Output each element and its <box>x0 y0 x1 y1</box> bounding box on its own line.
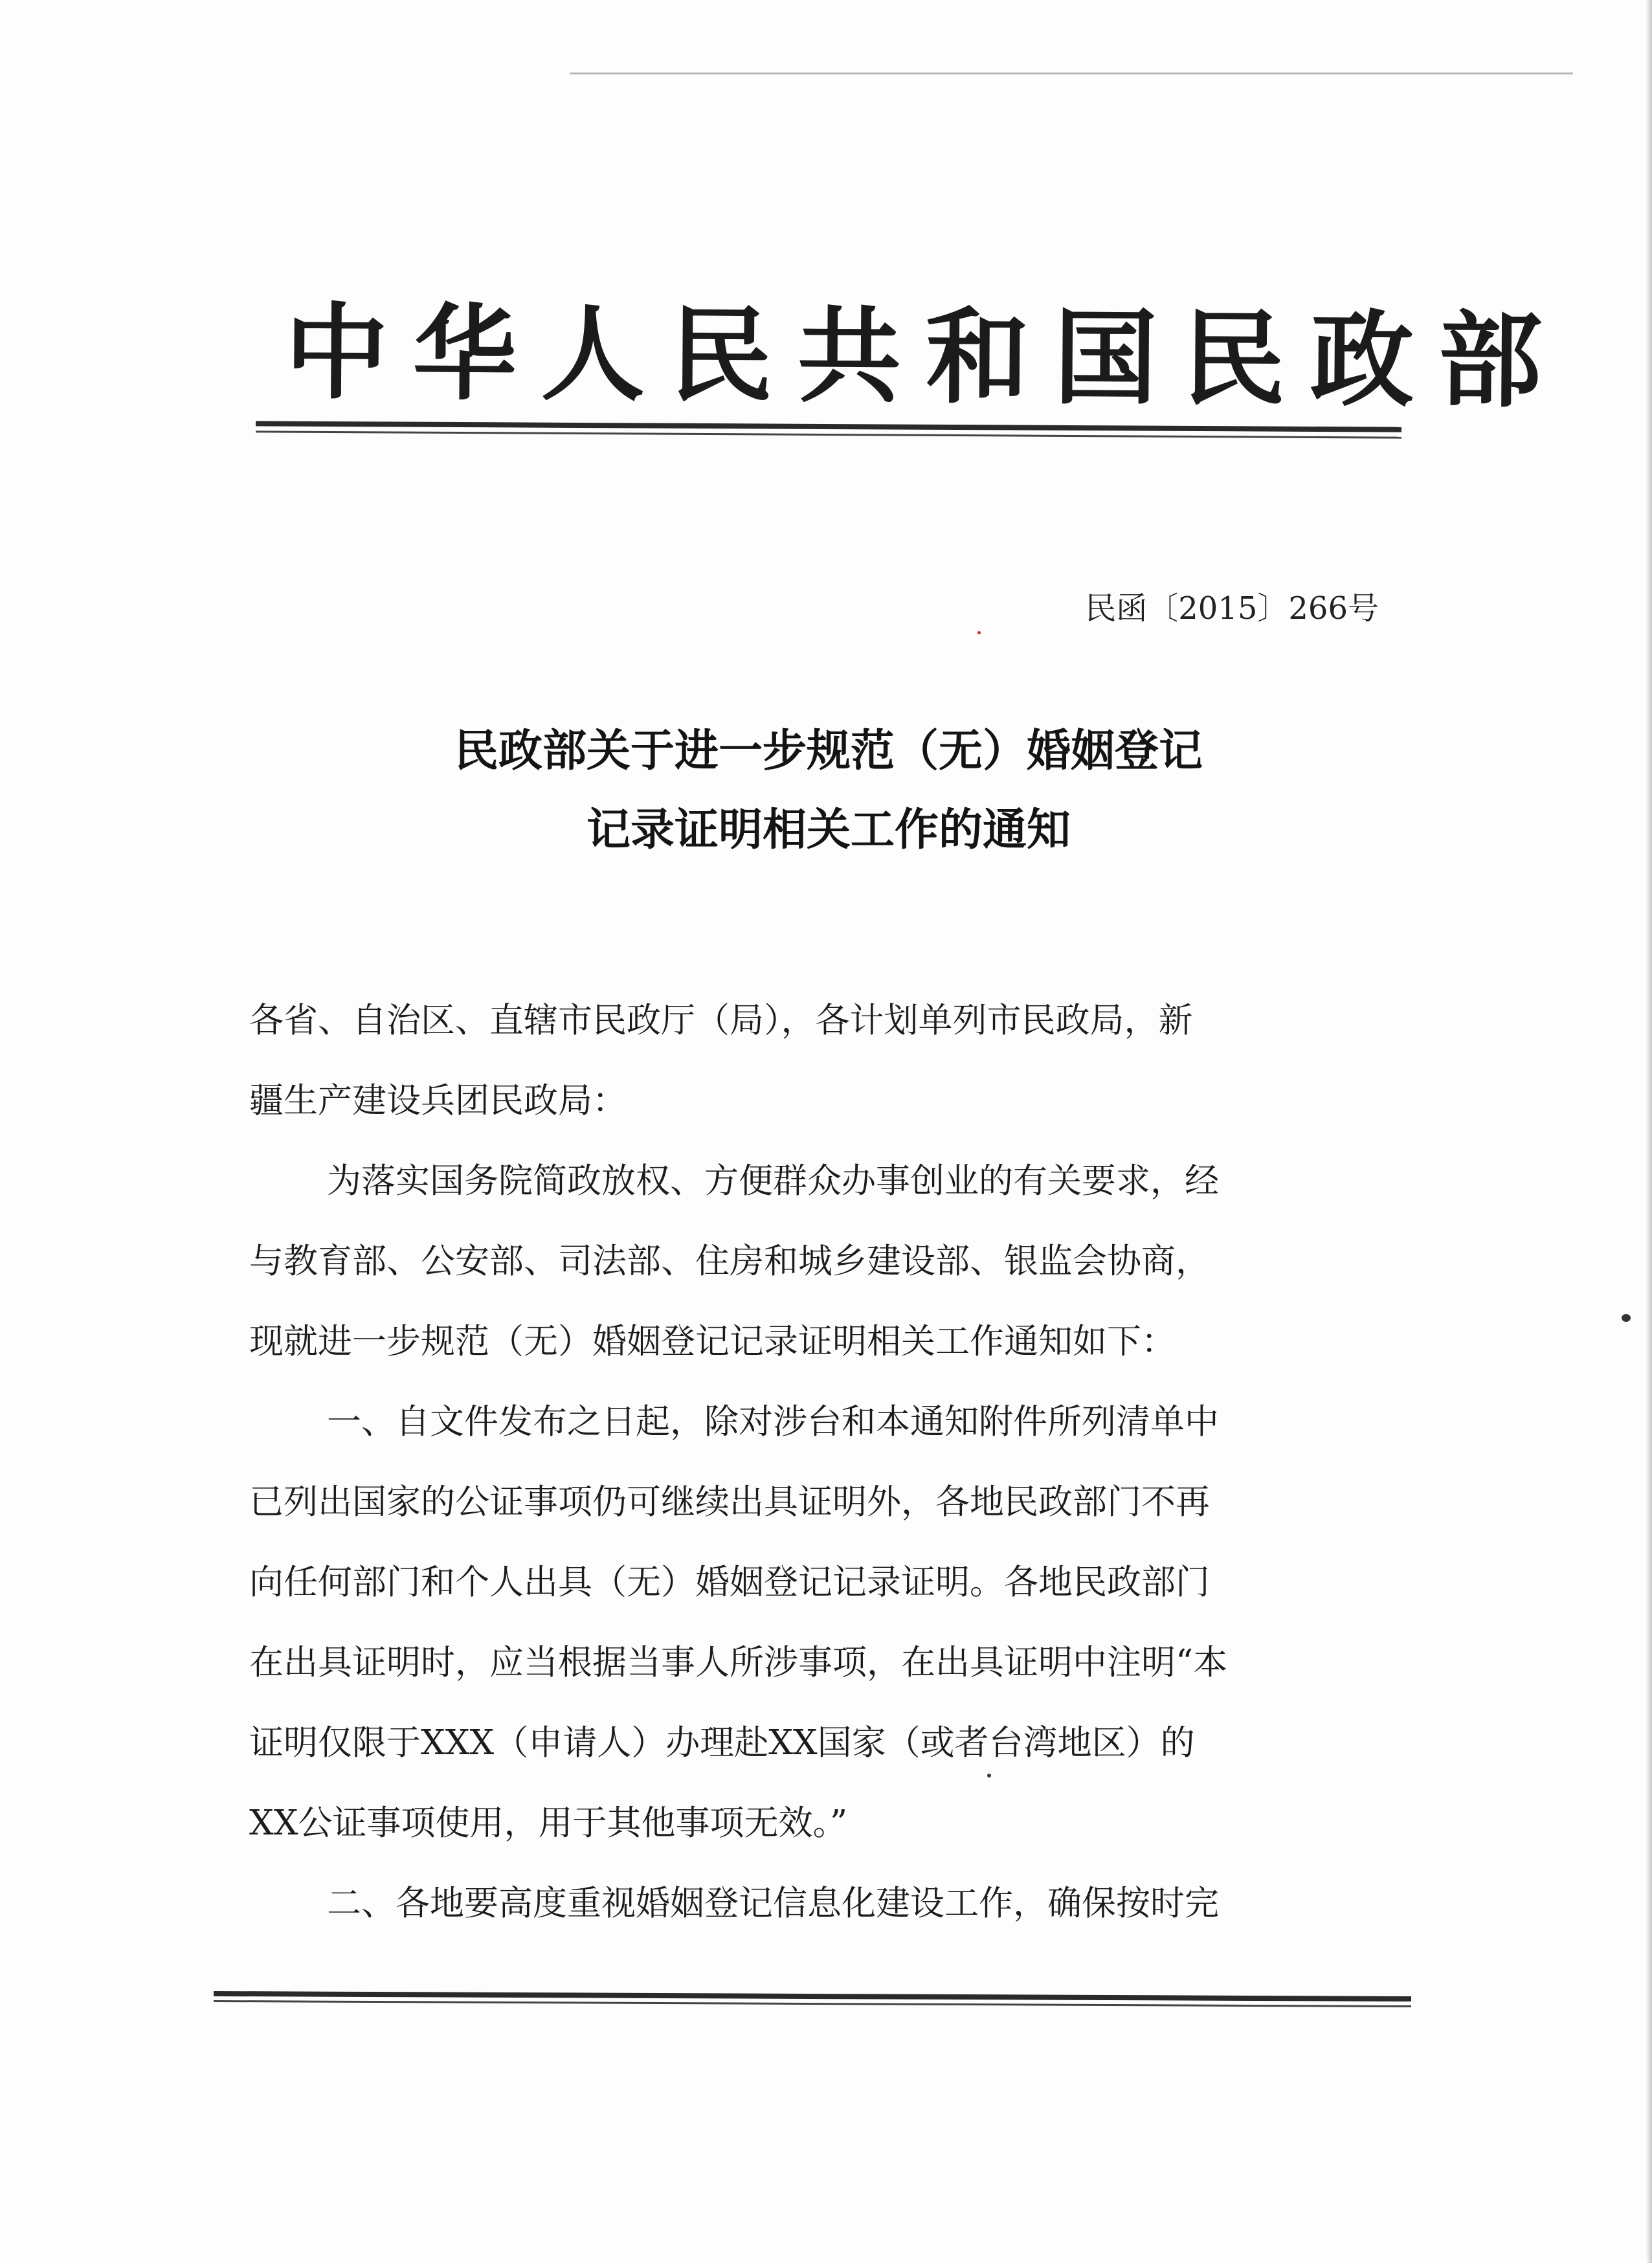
footer-rule-thin <box>214 2000 1411 2007</box>
scan-speck <box>987 1774 991 1778</box>
item1-line: 一、自文件发布之日起，除对涉台和本通知附件所列清单中 <box>327 1402 1219 1442</box>
letterhead-rule <box>256 421 1401 432</box>
scan-speck <box>1622 1314 1631 1322</box>
scan-artifact-line <box>570 72 1573 74</box>
item1-line: 向任何部门和个人出具（无）婚姻登记记录证明。各地民政部门 <box>249 1563 1210 1602</box>
document-title-line-2: 记录证明相关工作的通知 <box>586 805 1071 856</box>
footer-rule <box>214 1991 1411 2001</box>
document-title-line-1: 民政部关于进一步规范（无）婚姻登记 <box>454 726 1203 777</box>
item1-line: 在出具证明时，应当根据当事人所涉事项，在出具证明中注明“本 <box>249 1643 1228 1682</box>
item1-line: XX公证事项使用，用于其他事项无效。” <box>249 1803 848 1843</box>
intro-line: 与教育部、公安部、司法部、住房和城乡建设部、银监会协商， <box>249 1242 1210 1281</box>
scan-edge-shadow <box>1646 0 1652 2263</box>
letterhead-title: 中华人民共和国民政部 <box>284 291 1567 422</box>
document-number: 民函〔2015〕266号 <box>1085 590 1379 627</box>
document-body <box>249 981 1363 1944</box>
address-line: 各省、自治区、直辖市民政厅（局），各计划单列市民政局，新 <box>249 1001 1193 1040</box>
item2-line: 二、各地要高度重视婚姻登记信息化建设工作，确保按时完 <box>327 1884 1219 1923</box>
letterhead-rule-thin <box>256 430 1401 438</box>
intro-line: 现就进一步规范（无）婚姻登记记录证明相关工作通知如下： <box>249 1322 1176 1361</box>
intro-line: 为落实国务院简政放权、方便群众办事创业的有关要求，经 <box>327 1161 1219 1201</box>
scan-speck <box>977 631 981 634</box>
document-title <box>246 712 1411 870</box>
address-line: 疆生产建设兵团民政局： <box>249 1081 627 1120</box>
item1-line: 证明仅限于XXX（申请人）办理赴XX国家（或者台湾地区）的 <box>249 1723 1195 1763</box>
item1-line: 已列出国家的公证事项仍可继续出具证明外，各地民政部门不再 <box>249 1482 1210 1522</box>
